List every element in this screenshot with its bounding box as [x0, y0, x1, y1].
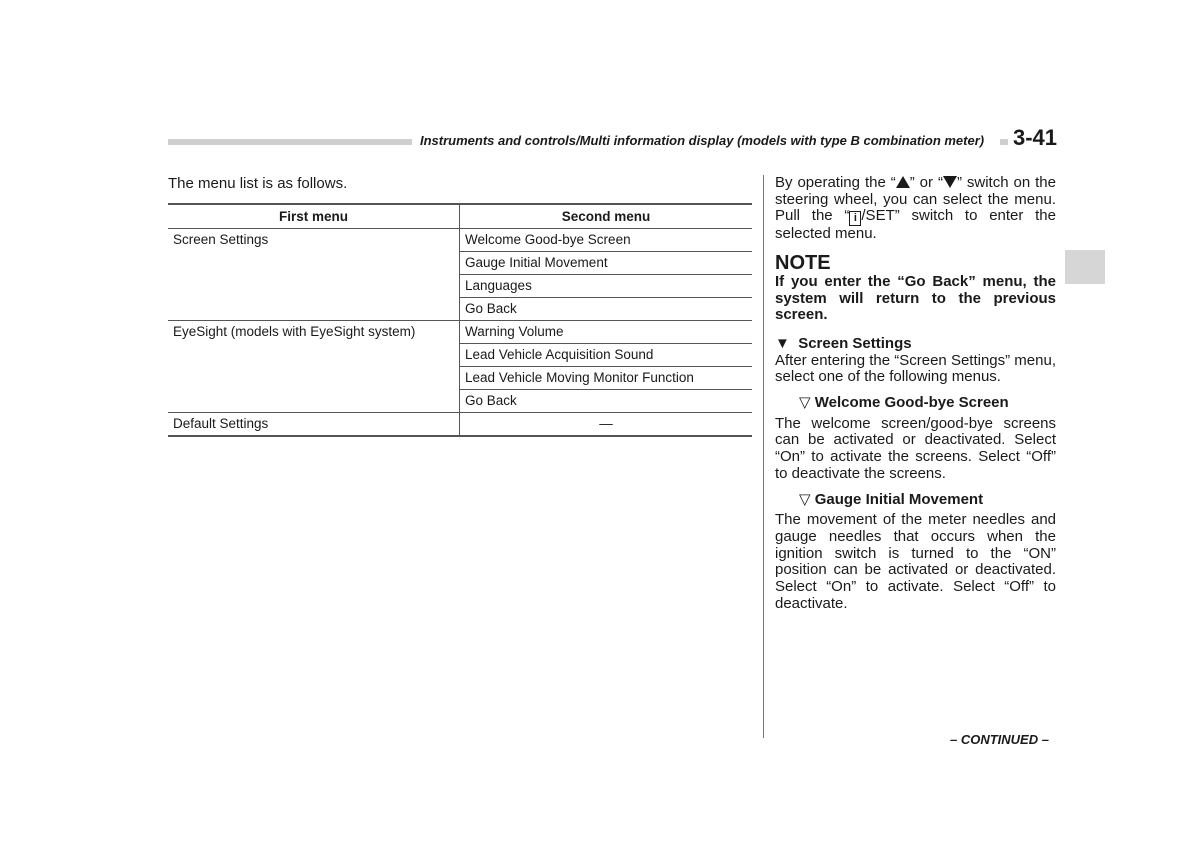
second-menu-cell: —	[460, 413, 753, 437]
section-body: After entering the “Screen Settings” menu, select one of the following menus.	[775, 351, 1056, 386]
right-column	[775, 175, 1056, 612]
header-rule	[168, 139, 412, 145]
subsection-body: The movement of the meter needles and gauge needles that occurs when the ignition switch is turned to the “ON” position can be activated or deactivated. Select “On” to activate. Select “Off” to deactivate.	[775, 511, 1056, 612]
subsection-heading	[799, 492, 1056, 509]
intro-text: The menu list is as follows.	[168, 175, 348, 192]
second-menu-cell: Lead Vehicle Moving Monitor Function	[460, 367, 753, 390]
second-menu-cell: Gauge Initial Movement	[460, 252, 753, 275]
subsection-heading	[799, 395, 1056, 412]
up-triangle-icon	[896, 176, 910, 188]
continued-label: – CONTINUED –	[950, 732, 1049, 747]
second-menu-cell: Go Back	[460, 390, 753, 413]
note-body: If you enter the “Go Back” menu, the system will return to the previous screen.	[775, 272, 1056, 324]
note-heading: NOTE	[775, 252, 831, 275]
text-span: By operating the “	[775, 174, 896, 191]
section-heading	[775, 336, 1056, 353]
page-header-title: Instruments and controls/Multi information display (models with type B combination meter)	[420, 133, 985, 148]
second-menu-cell: Lead Vehicle Acquisition Sound	[460, 344, 753, 367]
second-menu-cell: Warning Volume	[460, 321, 753, 344]
first-menu-cell: Screen Settings	[168, 229, 460, 321]
header-rule-right	[1000, 139, 1008, 145]
header-first-menu: First menu	[168, 204, 460, 229]
text-span: /SET” switch to enter the selected menu.	[775, 207, 1056, 243]
first-menu-cell: Default Settings	[168, 413, 460, 437]
section-title: Screen Settings	[798, 334, 912, 352]
subsection-title: Welcome Good-bye Screen	[814, 394, 1009, 412]
text-span: ” or “	[909, 174, 943, 191]
page-number: 3-41	[1013, 125, 1058, 150]
outline-triangle-icon: ▽	[799, 490, 811, 508]
section-tab-marker	[1065, 250, 1105, 284]
subsection-body: The welcome screen/good-bye screens can be activated or deactivated. Select “On” to activate the screens. Select “Off” to deactivate the screens.	[775, 414, 1056, 482]
info-icon: i	[849, 211, 861, 226]
second-menu-cell: Go Back	[460, 298, 753, 321]
text-span: ” switch on the steering wheel, you can select the menu. Pull the “	[775, 174, 1056, 225]
instruction-paragraph	[775, 175, 1056, 243]
outline-triangle-icon: ▽	[799, 394, 811, 412]
menu-table	[168, 203, 752, 437]
first-menu-cell: EyeSight (models with EyeSight system)	[168, 321, 460, 413]
column-divider	[763, 175, 764, 738]
header-second-menu: Second menu	[460, 204, 753, 229]
down-triangle-marker-icon: ▼	[775, 334, 790, 352]
down-triangle-icon	[943, 176, 957, 188]
second-menu-cell: Languages	[460, 275, 753, 298]
second-menu-cell: Welcome Good-bye Screen	[460, 229, 753, 252]
subsection-title: Gauge Initial Movement	[814, 490, 984, 508]
